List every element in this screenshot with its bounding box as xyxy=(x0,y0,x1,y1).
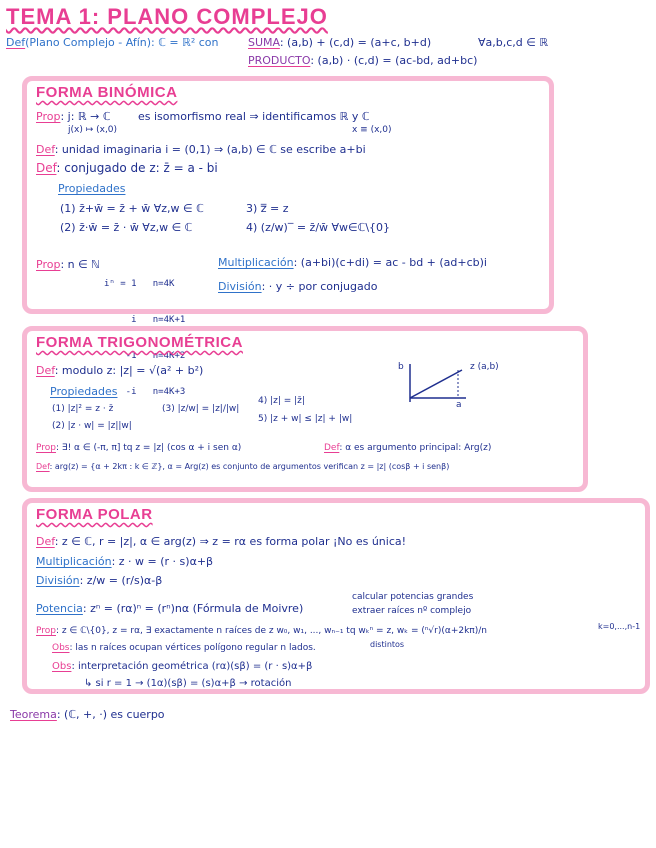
binomica-p2: (2) z̄·w̄ = z̄ · w̄ ∀z,w ∈ ℂ xyxy=(60,221,193,234)
trigonometrica-title: FORMA TRIGONOMÉTRICA xyxy=(36,334,243,351)
teorema-label: Teorema xyxy=(10,708,57,721)
polar-prop-distintos: distintos xyxy=(370,640,405,649)
trig-prop xyxy=(36,443,241,453)
prop2-text: : n ∈ ℕ xyxy=(60,258,100,271)
def-text: (Plano Complejo - Afín): ℂ = ℝ² con xyxy=(25,36,219,49)
prop-label: Prop xyxy=(36,110,61,123)
power-row: -i n=4K+3 xyxy=(104,387,186,397)
prop-map: : j: ℝ → ℂ xyxy=(60,110,111,123)
polar-prop-k: k=0,...,n-1 xyxy=(598,622,641,631)
obs2-label: Obs xyxy=(52,661,72,672)
obs2-text: : interpretación geométrica (rα)(sβ) = (r · s)α+β xyxy=(71,661,313,672)
polar-pot-note1: calcular potencias grandes xyxy=(352,592,474,602)
polar-pot-note2: extraer raíces nº complejo xyxy=(352,606,472,616)
obs1-text: : las n raíces ocupan vértices polígono regular n lados. xyxy=(69,643,316,653)
trig-def-text: : modulo z: |z| = √(a² + b²) xyxy=(54,364,204,377)
div-label: División xyxy=(218,280,262,293)
def2-text: : conjugado de z: z̄ = a - bi xyxy=(56,161,218,175)
teorema-text: : (ℂ, +, ·) es cuerpo xyxy=(56,708,165,721)
prop-map2: j(x) ↦ (x,0) xyxy=(68,125,118,135)
polar-def xyxy=(36,535,406,548)
prop2-label: Prop xyxy=(36,258,61,271)
polar-obs2-sub: ↳ si r = 1 → (1α)(sβ) = (s)α+β → rotación xyxy=(84,678,292,689)
polar-prop-text: : z ∈ ℂ\{0}, z = rα, ∃ exactamente n raíces de z w₀, w₁, ..., wₙ₋₁ tq wₖⁿ = z, wₖ = (ⁿ√r)(α+2kπ)/n xyxy=(56,626,487,636)
polar-div-text: : z/w = (r/s)α-β xyxy=(79,574,163,587)
binomica-p4: 4) (z/w)‾ = z̄/w̄ ∀w∈ℂ\{0} xyxy=(246,221,391,234)
trig-def2-label: Def xyxy=(324,443,340,453)
producto-label: PRODUCTO xyxy=(248,54,311,67)
mult-label: Multiplicación xyxy=(218,256,294,269)
polar-obs2 xyxy=(52,661,312,672)
graph-a-label: a xyxy=(456,400,462,410)
polar-mult-label: Multiplicación xyxy=(36,555,112,568)
suma-text: : (a,b) + (c,d) = (a+c, b+d) xyxy=(279,36,432,49)
teorema xyxy=(10,708,165,721)
binomica-prop2 xyxy=(36,258,100,271)
producto-definition xyxy=(248,54,477,67)
def-label: Def xyxy=(6,36,26,49)
trig-p4: 4) |z| = |z̄| xyxy=(258,396,305,406)
producto-text: : (a,b) · (c,d) = (ac-bd, ad+bc) xyxy=(310,54,478,67)
binomica-title: FORMA BINÓMICA xyxy=(36,84,178,101)
binomica-p3: 3) z̿ = z xyxy=(246,202,289,215)
div-text: : · y ÷ por conjugado xyxy=(261,280,378,293)
polar-pot-label: Potencia xyxy=(36,602,83,615)
trig-def xyxy=(36,364,203,377)
header-definition xyxy=(6,36,219,49)
polar-mult xyxy=(36,555,213,568)
polar-mult-text: : z · w = (r · s)α+β xyxy=(111,555,214,568)
binomica-props-title: Propiedades xyxy=(58,182,126,195)
trig-props-title: Propiedades xyxy=(50,385,118,398)
binomica-mult xyxy=(218,256,487,269)
trig-def2-text: : α es argumento principal: Arg(z) xyxy=(339,443,492,453)
polar-title: FORMA POLAR xyxy=(36,506,153,523)
polar-pot xyxy=(36,602,303,615)
graph-point-label: z (a,b) xyxy=(470,362,499,372)
suma-label: SUMA xyxy=(248,36,280,49)
obs1-label: Obs xyxy=(52,643,70,653)
trig-p3: (3) |z/w| = |z|/|w| xyxy=(162,404,240,414)
trig-def3-label: Def xyxy=(36,462,50,471)
binomica-def1 xyxy=(36,143,366,156)
def1-label: Def xyxy=(36,143,55,156)
binomica-prop xyxy=(36,110,111,123)
polar-pot-text: : zⁿ = (rα)ⁿ = (rⁿ)nα (Fórmula de Moivre) xyxy=(82,602,304,615)
binomica-div xyxy=(218,280,377,293)
page-title: TEMA 1: PLANO COMPLEJO xyxy=(6,4,328,29)
prop-iso: es isomorfismo real ⇒ identificamos ℝ y ℂ xyxy=(138,110,370,123)
polar-div-label: División xyxy=(36,574,80,587)
trig-p2: (2) |z · w| = |z||w| xyxy=(52,421,132,431)
def2-label: Def xyxy=(36,161,57,175)
trig-def3 xyxy=(36,462,449,471)
trig-prop-label: Prop xyxy=(36,443,56,453)
trig-def2 xyxy=(324,443,491,453)
trig-prop-text: : ∃! α ∈ (-π, π] tq z = |z| (cos α + i sen α) xyxy=(56,443,242,453)
graph-b-label: b xyxy=(398,362,404,372)
binomica-p1: (1) z̄+w̄ = z̄ + w̄ ∀z,w ∈ ℂ xyxy=(60,202,204,215)
binomica-def2 xyxy=(36,161,218,175)
polar-def-label: Def xyxy=(36,535,55,548)
suma-definition xyxy=(248,36,431,49)
def1-text: : unidad imaginaria i = (0,1) ⇒ (a,b) ∈ ℂ se escribe a+bi xyxy=(54,143,366,156)
polar-prop-label: Prop xyxy=(36,626,56,636)
trig-p5: 5) |z + w| ≤ |z| + |w| xyxy=(258,414,353,424)
polar-obs1 xyxy=(52,643,316,653)
polar-prop xyxy=(36,626,487,636)
trig-def-label: Def xyxy=(36,364,55,377)
polar-def-text: : z ∈ ℂ, r = |z|, α ∈ arg(z) ⇒ z = rα es forma polar ¡No es única! xyxy=(54,535,407,548)
forall-text: ∀a,b,c,d ∈ ℝ xyxy=(478,36,549,49)
polar-div xyxy=(36,574,162,587)
power-row: iⁿ = 1 n=4K xyxy=(104,279,175,289)
prop-iso2: x ≡ (x,0) xyxy=(352,125,392,135)
mult-text: : (a+bi)(c+di) = ac - bd + (ad+cb)i xyxy=(293,256,487,269)
power-row: i n=4K+1 xyxy=(104,315,186,325)
complex-plane-graph xyxy=(396,356,536,408)
power-row: -1 n=4K+2 xyxy=(104,351,186,361)
trig-def3-text: : arg(z) = {α + 2kπ : k ∈ ℤ}, α = Arg(z) es conjunto de argumentos verifican z = |z| (cosβ + i senβ) xyxy=(49,462,450,471)
trig-p1: (1) |z|² = z · z̄ xyxy=(52,404,114,414)
